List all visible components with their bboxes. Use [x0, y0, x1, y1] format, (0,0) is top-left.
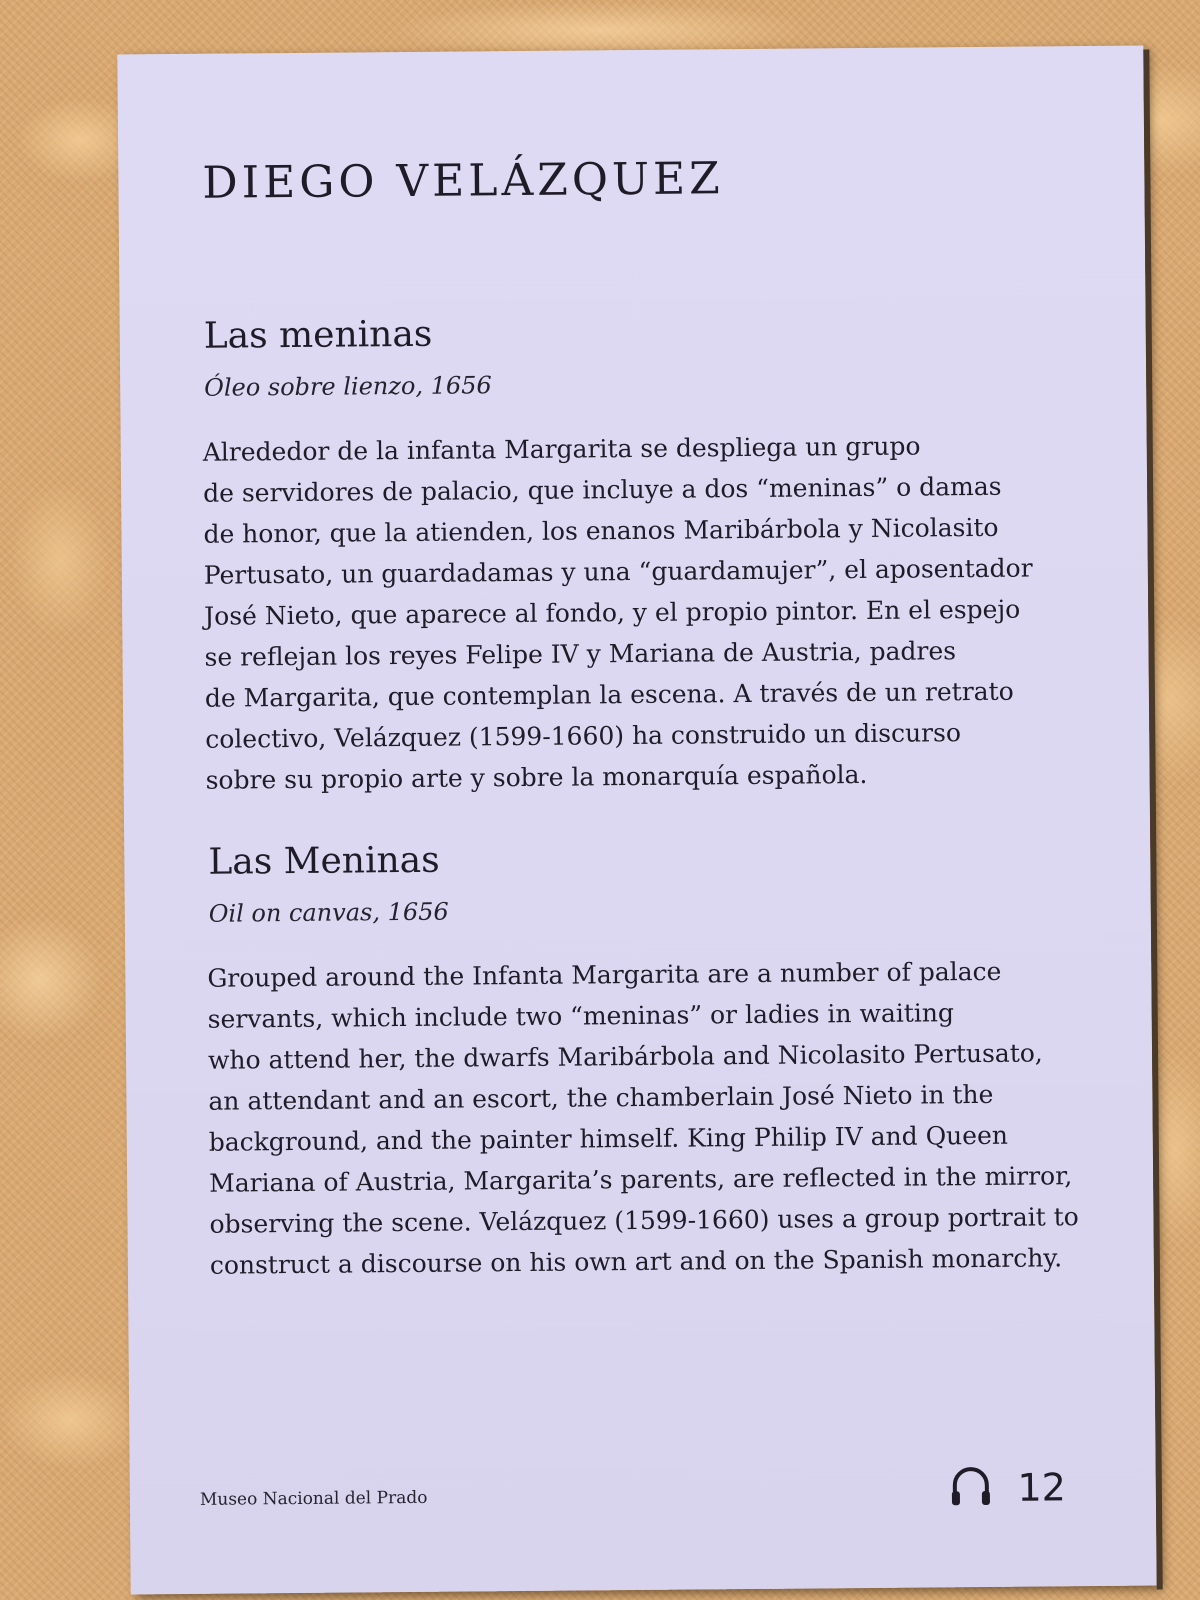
spanish-title: Las meninas: [203, 313, 433, 357]
spanish-medium: Óleo sobre lienzo, 1656: [204, 371, 492, 402]
english-description-line: an attendant and an escort, the chamberlain José Nieto in the: [208, 1079, 994, 1116]
english-description-line: observing the scene. Velázquez (1599-1660) uses a group portrait to: [209, 1202, 1079, 1239]
spanish-description-line: Alrededor de la infanta Margarita se despliega un grupo: [202, 431, 921, 467]
spanish-description-line: colectivo, Velázquez (1599-1660) ha construido un discurso: [205, 718, 962, 754]
english-medium: Oil on canvas, 1656: [208, 897, 449, 928]
spanish-description-line: sobre su propio arte y sobre la monarquía española.: [205, 759, 868, 795]
spanish-description-line: Pertusato, un guardadamas y una “guardamujer”, el aposentador: [203, 553, 1033, 590]
english-title: Las Meninas: [208, 839, 440, 883]
spanish-description: [203, 424, 1066, 800]
english-description: [207, 950, 1079, 1285]
artist-name: DIEGO VELÁZQUEZ: [202, 153, 724, 209]
audio-guide-number: 12: [1017, 1465, 1067, 1510]
spanish-description-line: de Margarita, que contemplan la escena. A través de un retrato: [204, 676, 1014, 713]
spanish-description-line: José Nieto, que aparece al fondo, y el propio pintor. En el espejo: [204, 594, 1021, 631]
spanish-description-line: de servidores de palacio, que incluye a dos “meninas” o damas: [203, 471, 1002, 508]
wall-label-plaque: [117, 46, 1156, 1595]
headphones-icon: [947, 1463, 993, 1513]
english-description-line: who attend her, the dwarfs Maribárbola and Nicolasito Pertusato,: [207, 1038, 1043, 1075]
english-description-line: construct a discourse on his own art and on the Spanish monarchy.: [209, 1243, 1063, 1280]
spanish-description-line: de honor, que la atienden, los enanos Maribárbola y Nicolasito: [203, 512, 999, 549]
english-description-line: background, and the painter himself. King Philip IV and Queen: [208, 1120, 1009, 1157]
english-description-line: servants, which include two “meninas” or ladies in waiting: [207, 998, 955, 1034]
english-description-line: Mariana of Austria, Margarita’s parents, are reflected in the mirror,: [209, 1161, 1073, 1198]
spanish-description-line: se reflejan los reyes Felipe IV y Mariana de Austria, padres: [204, 636, 957, 672]
audio-guide-marker: [947, 1462, 1066, 1513]
plaque-edge: [1143, 50, 1162, 1590]
english-description-line: Grouped around the Infanta Margarita are a number of palace: [207, 956, 1002, 993]
museum-name: Museo Nacional del Prado: [199, 1487, 428, 1510]
